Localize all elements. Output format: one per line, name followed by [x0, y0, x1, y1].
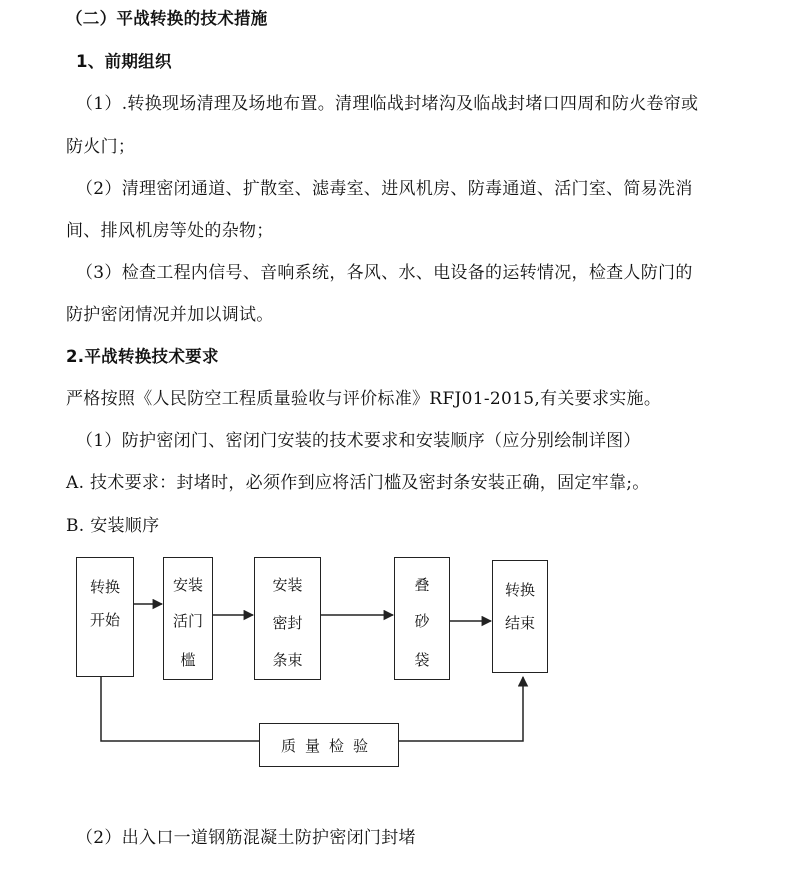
requirement-2: （2）出入口一道钢筋混凝土防护密闭门封堵 — [76, 828, 416, 848]
flow-step2-line-3: 条束 — [272, 651, 303, 669]
flow-quality-check-label: 质量检验 — [280, 736, 377, 755]
flow-box-install-seal — [254, 557, 321, 680]
flow-step3-line-1: 叠 — [414, 576, 430, 594]
flow-box-start — [76, 557, 134, 677]
item-2-line-2: 间、排风机房等处的杂物； — [66, 221, 274, 241]
subheading-early-organization: 1、前期组织 — [76, 52, 172, 71]
flow-box-end — [492, 560, 548, 673]
flow-end-line-2: 结束 — [504, 614, 535, 632]
item-1-line-2: 防火门； — [66, 137, 136, 157]
section-heading: （二）平战转换的技术措施 — [66, 9, 268, 28]
subheading-technical-requirements: 2.平战转换技术要求 — [66, 347, 219, 366]
arrow-quality-check-to-end — [399, 677, 523, 741]
flow-step1-line-3: 槛 — [180, 651, 196, 669]
requirement-b: B. 安装顺序 — [66, 516, 160, 536]
flow-step3-line-2: 砂 — [414, 612, 430, 630]
flow-step2-line-1: 安装 — [272, 576, 303, 594]
item-2-line-1: （2）清理密闭通道、扩散室、滤毒室、进风机房、防毒通道、活门室、简易洗消 — [76, 179, 693, 199]
standard-reference-text: 严格按照《人民防空工程质量验收与评价标准》RFJ01-2015,有关要求实施。 — [66, 389, 662, 409]
flow-step1-line-2: 活门 — [172, 612, 203, 630]
line-start-to-quality-check — [101, 677, 259, 741]
flow-step3-line-3: 袋 — [414, 651, 430, 669]
item-1-line-1: （1）.转换现场清理及场地布置。清理临战封堵沟及临战封堵口四周和防火卷帘或 — [76, 94, 699, 114]
flow-step1-line-1: 安装 — [172, 576, 203, 594]
requirement-a: A. 技术要求：封堵时，必须作到应将活门槛及密封条安装正确，固定牢靠;。 — [66, 473, 650, 493]
requirement-1: （1）防护密闭门、密闭门安装的技术要求和安装顺序（应分别绘制详图） — [76, 431, 641, 451]
flow-start-line-2: 开始 — [89, 611, 120, 629]
flow-end-line-1: 转换 — [504, 581, 535, 599]
flow-box-quality-check — [259, 723, 399, 767]
flow-box-sandbags — [394, 557, 450, 680]
item-3-line-2: 防护密闭情况并加以调试。 — [66, 305, 274, 325]
flow-start-line-1: 转换 — [89, 578, 120, 596]
item-3-line-1: （3）检查工程内信号、音响系统，各风、水、电设备的运转情况，检查人防门的 — [76, 263, 693, 283]
flow-step2-line-2: 密封 — [272, 614, 303, 632]
flow-box-install-threshold — [163, 557, 213, 680]
